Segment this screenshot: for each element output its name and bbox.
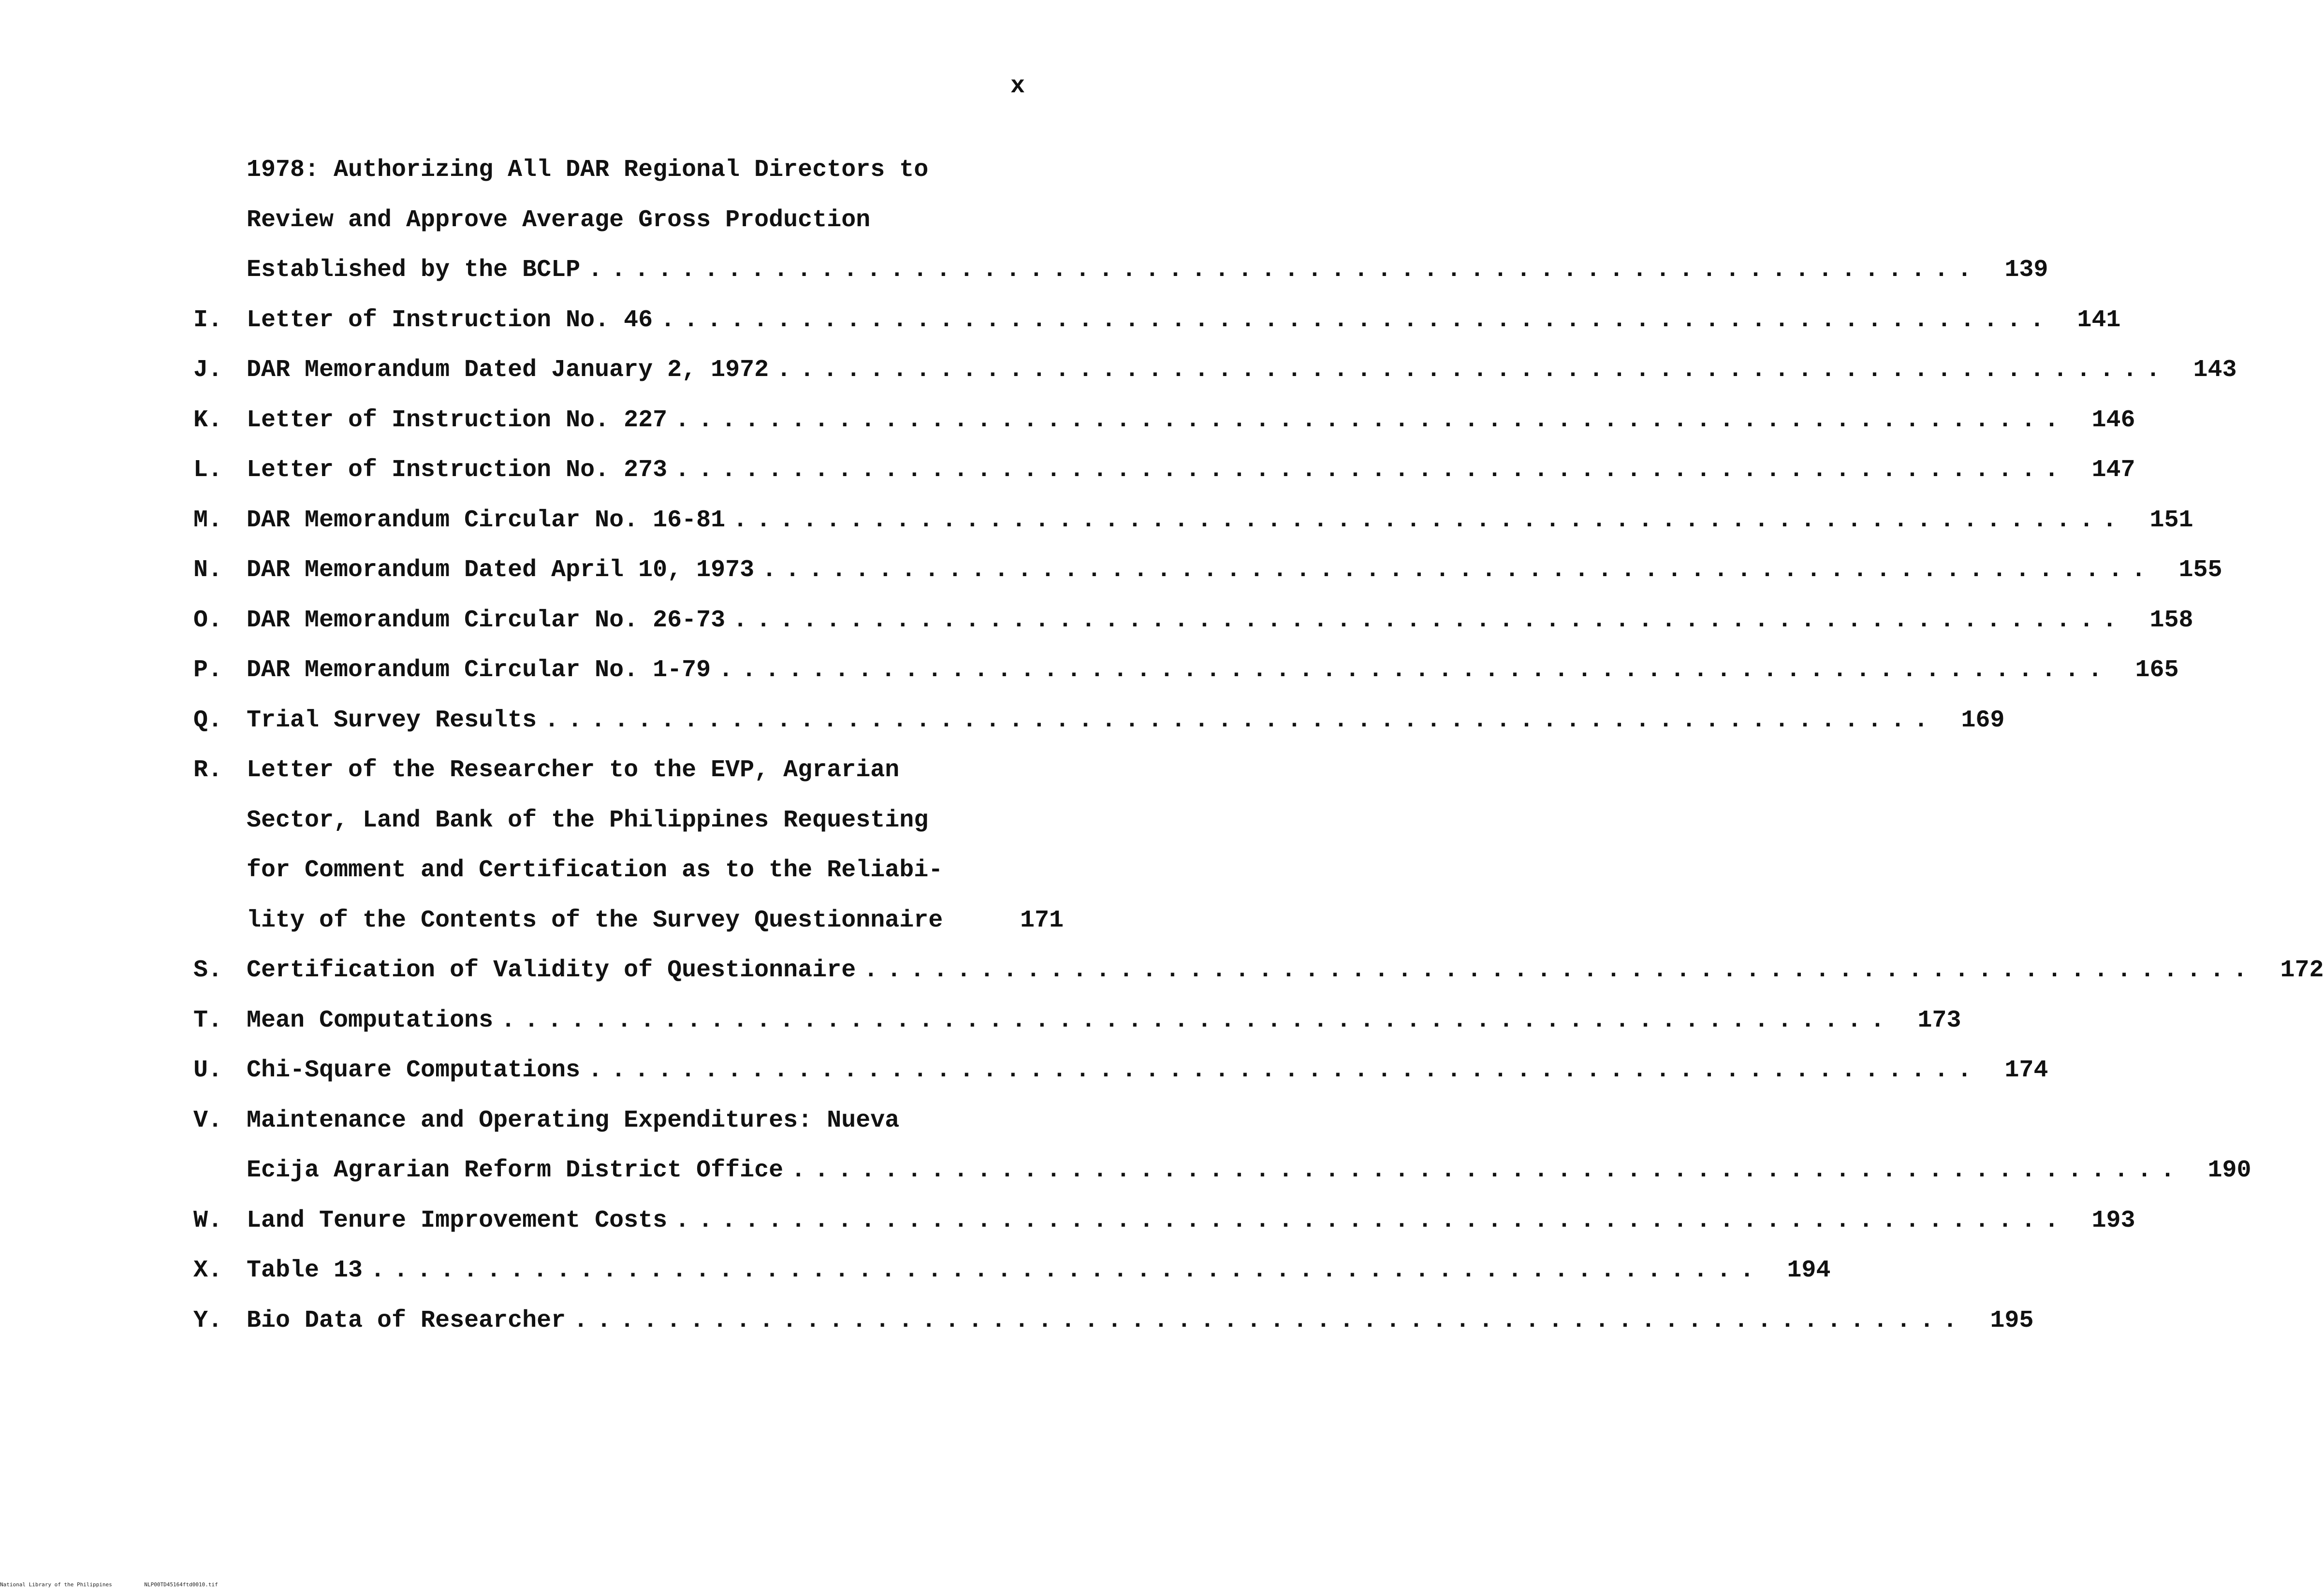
- dot-leader: ............................................................: [675, 406, 2068, 434]
- toc-page-number: 174: [2004, 1057, 2048, 1084]
- dot-leader: ............................................................: [776, 356, 2169, 384]
- toc-entry-title: for Comment and Certification as to the Reliabi-: [247, 856, 943, 884]
- toc-entry: [193, 645, 2179, 696]
- dot-leader: ............................................................: [501, 1006, 1894, 1034]
- dot-leader: ............................................................: [675, 456, 2068, 484]
- dot-leader: ............................................................: [544, 706, 1937, 734]
- toc-entry-line: [247, 945, 2324, 996]
- toc-entry-body: [247, 745, 1064, 945]
- toc-entry-letter: N.: [193, 556, 223, 584]
- toc-entry-title: DAR Memorandum Circular No. 26-73: [247, 606, 726, 634]
- toc-entry-body: [247, 1246, 1830, 1296]
- toc-entry-letter: T.: [193, 1006, 223, 1034]
- footer-file: NLP00TD45164ftd0010.tif: [144, 1581, 218, 1588]
- toc-entry-title: Sector, Land Bank of the Philippines Requesting: [247, 806, 929, 834]
- toc-entry: [193, 1196, 2135, 1246]
- toc-entry-title: Maintenance and Operating Expenditures: Nueva: [247, 1106, 900, 1134]
- toc-entry-line: [247, 195, 2048, 246]
- dot-leader: ............................................................: [733, 606, 2126, 634]
- toc-page-number: 195: [1990, 1306, 2034, 1334]
- toc-entry: [193, 745, 1064, 945]
- toc-entry: [193, 545, 2222, 595]
- footer-library: National Library of the Philippines: [0, 1581, 112, 1588]
- toc-entry-letter: W.: [193, 1206, 223, 1234]
- toc-entry-title: Certification of Validity of Questionnaire: [247, 957, 856, 984]
- toc-entry-title: Ecija Agrarian Reform District Office: [247, 1157, 784, 1184]
- toc-entry: [193, 445, 2135, 495]
- toc-page-number: 193: [2091, 1206, 2135, 1234]
- toc-page-number: 190: [2207, 1157, 2251, 1184]
- toc-entry-letter: Q.: [193, 706, 223, 734]
- dot-leader: ............................................................: [660, 306, 2053, 334]
- toc-entry-line: [247, 395, 2135, 446]
- toc-entry-title: Established by the BCLP: [247, 256, 581, 284]
- toc-entry-line: [247, 696, 2004, 746]
- toc-page-number: 139: [2004, 256, 2048, 284]
- toc-entry-line: [247, 1246, 1830, 1296]
- toc-entry-title: DAR Memorandum Dated January 2, 1972: [247, 356, 769, 384]
- toc-entry-line: [247, 445, 2135, 495]
- toc-entry-body: [247, 395, 2135, 446]
- toc-entry-line: [247, 345, 2236, 395]
- toc-page-number: 143: [2193, 356, 2237, 384]
- toc-entry-line: [247, 645, 2178, 696]
- toc-entry-title: DAR Memorandum Circular No. 16-81: [247, 506, 726, 534]
- toc-entry-line: [247, 796, 1064, 846]
- toc-entry-line: [247, 495, 2193, 546]
- toc-entry-line: [247, 745, 1064, 796]
- toc-entry-body: [247, 495, 2193, 546]
- dot-leader: ............................................................: [588, 1057, 1981, 1084]
- toc-entry-letter: I.: [193, 306, 223, 334]
- dot-leader: ............................................................: [370, 1257, 1763, 1284]
- toc-entry-letter: Y.: [193, 1306, 223, 1334]
- toc-page-number: 169: [1961, 706, 2005, 734]
- toc-entry: [193, 395, 2135, 446]
- toc-page-number: 147: [2091, 456, 2135, 484]
- toc-entry-title: Letter of the Researcher to the EVP, Agrarian: [247, 756, 900, 784]
- toc-entry: [193, 996, 1961, 1046]
- toc-entry-letter: U.: [193, 1057, 223, 1084]
- dot-leader: ............................................................: [675, 1206, 2068, 1234]
- toc-page-number: 165: [2135, 656, 2179, 684]
- toc-entry: [193, 495, 2193, 546]
- toc-entry-letter: L.: [193, 456, 223, 484]
- toc-entry-title: DAR Memorandum Circular No. 1-79: [247, 656, 711, 684]
- toc-entry-body: [247, 1045, 2048, 1096]
- toc-entry-line: [247, 1096, 2251, 1146]
- toc-page-number: 146: [2091, 406, 2135, 434]
- toc-entry-line: [247, 996, 1961, 1046]
- toc-entry-letter: P.: [193, 656, 223, 684]
- toc-entry-title: Letter of Instruction No. 227: [247, 406, 668, 434]
- toc-entry-letter: J.: [193, 356, 223, 384]
- toc-entry-body: [247, 145, 2048, 295]
- toc-entry: [193, 1246, 1831, 1296]
- scan-footer: [0, 1581, 247, 1588]
- toc-page-number: 151: [2149, 506, 2193, 534]
- dot-leader: ............................................................: [863, 957, 2256, 984]
- toc-entry-title: DAR Memorandum Dated April 10, 1973: [247, 556, 755, 584]
- table-of-contents: [193, 145, 2324, 1346]
- toc-entry: [193, 1096, 2251, 1196]
- toc-entry-title: Review and Approve Average Gross Production: [247, 206, 871, 234]
- toc-entry-title: Letter of Instruction No. 46: [247, 306, 653, 334]
- toc-entry-body: [247, 595, 2193, 646]
- toc-page-number: 171: [1020, 906, 1064, 934]
- toc-entry-body: [247, 445, 2135, 495]
- toc-entry-body: [247, 945, 2324, 996]
- toc-entry-title: Chi-Square Computations: [247, 1057, 581, 1084]
- toc-entry-line: [247, 595, 2193, 646]
- toc-entry: [193, 595, 2193, 646]
- toc-entry-body: [247, 1096, 2251, 1196]
- page-number: x: [1010, 72, 1025, 100]
- toc-entry-body: [247, 345, 2236, 395]
- toc-entry-line: [247, 896, 1064, 946]
- toc-entry-line: [247, 1296, 2033, 1346]
- toc-entry-title: Table 13: [247, 1257, 363, 1284]
- toc-entry: [193, 145, 2048, 295]
- toc-entry: [193, 345, 2237, 395]
- toc-entry-line: [247, 845, 1064, 896]
- toc-entry-body: [247, 1296, 2033, 1346]
- toc-entry-letter: K.: [193, 406, 223, 434]
- toc-entry-line: [247, 1196, 2135, 1246]
- toc-entry: [193, 696, 2005, 746]
- dot-leader: ............................................................: [718, 656, 2111, 684]
- dot-leader: ............................................................: [791, 1157, 2184, 1184]
- dot-leader: ............................................................: [588, 256, 1981, 284]
- toc-page-number: 194: [1787, 1257, 1831, 1284]
- toc-page-number: 141: [2077, 306, 2121, 334]
- toc-entry-letter: M.: [193, 506, 223, 534]
- toc-page-number: 173: [1917, 1006, 1961, 1034]
- toc-entry-line: [247, 145, 2048, 195]
- toc-entry-title: 1978: Authorizing All DAR Regional Directors to: [247, 156, 929, 184]
- dot-leader: ............................................................: [733, 506, 2126, 534]
- toc-entry-title: Trial Survey Results: [247, 706, 537, 734]
- toc-entry-line: [247, 1045, 2048, 1096]
- toc-entry: [193, 1296, 2034, 1346]
- toc-entry-letter: O.: [193, 606, 223, 634]
- toc-entry-line: [247, 1146, 2251, 1196]
- toc-entry-body: [247, 1196, 2135, 1246]
- toc-page-number: 155: [2178, 556, 2222, 584]
- toc-entry-body: [247, 295, 2120, 346]
- toc-entry: [193, 945, 2324, 996]
- dot-leader: ............................................................: [762, 556, 2155, 584]
- toc-entry: [193, 1045, 2048, 1096]
- toc-entry-letter: S.: [193, 957, 223, 984]
- toc-entry-line: [247, 295, 2120, 346]
- toc-page-number: 158: [2149, 606, 2193, 634]
- toc-entry-title: Bio Data of Researcher: [247, 1306, 566, 1334]
- toc-entry-title: Letter of Instruction No. 273: [247, 456, 668, 484]
- toc-entry-body: [247, 645, 2178, 696]
- toc-entry-letter: R.: [193, 756, 223, 784]
- toc-entry: [193, 295, 2121, 346]
- toc-page-number: 172: [2280, 957, 2324, 984]
- toc-entry-letter: X.: [193, 1257, 223, 1284]
- toc-entry-title: Mean Computations: [247, 1006, 494, 1034]
- toc-entry-body: [247, 996, 1961, 1046]
- toc-entry-line: [247, 545, 2222, 595]
- toc-entry-line: [247, 245, 2048, 295]
- toc-entry-body: [247, 696, 2004, 746]
- dot-leader: ............................................................: [573, 1306, 1966, 1334]
- toc-entry-title: lity of the Contents of the Survey Questionnaire: [247, 906, 943, 934]
- toc-entry-letter: V.: [193, 1106, 223, 1134]
- toc-entry-body: [247, 545, 2222, 595]
- toc-entry-title: Land Tenure Improvement Costs: [247, 1206, 668, 1234]
